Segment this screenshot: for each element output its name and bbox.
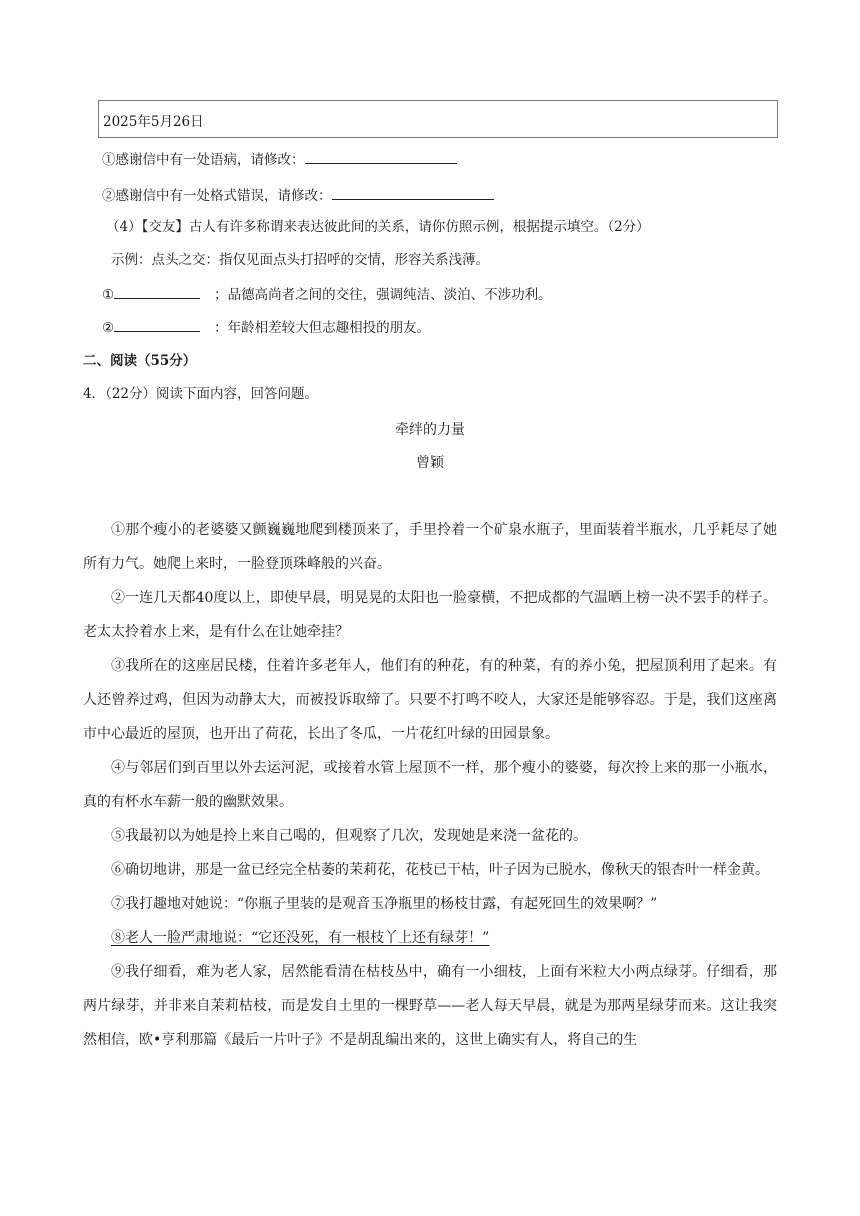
answer-blank[interactable] <box>332 185 494 200</box>
q4-item1-text: ；品德高尚者之间的交往，强调纯洁、淡泊、不涉功利。 <box>214 287 552 303</box>
q4-example: 示例：点头之交：指仅见面点头打招呼的交情，形容关系浅薄。 <box>111 252 489 268</box>
article-paragraph: ⑨我仔细看，难为老人家，居然能看清在枯枝丛中，确有一小细枝，上面有米粒大小两点绿芽。仔细看，那两片绿芽，并非来自茉莉枯枝，而是发自土里的一棵野草——老人每天早晨，就是为那两星绿芽而来。这让我突然相信，欧•亨利那篇《最后一片叶子》不是胡乱编出来的，这世上确实有人，将自己的生 <box>83 964 777 1048</box>
q4-item2-num: ② <box>102 320 115 336</box>
section-heading: 二、阅读（55分） <box>83 353 197 369</box>
article-body <box>83 513 777 1057</box>
q4-item2-text: ：年龄相差较大但志趣相投的朋友。 <box>214 320 431 336</box>
q3-sub1 <box>102 149 457 170</box>
article-paragraph-underlined <box>83 921 777 955</box>
article-author: 曾颖 <box>416 455 444 471</box>
answer-blank[interactable] <box>114 284 200 299</box>
q3-sub1-text: ①感谢信中有一处语病，请修改： <box>102 152 305 168</box>
q4-item1-num: ① <box>102 287 115 303</box>
article-paragraph: ⑦我打趣地对她说：“你瓶子里装的是观音玉净瓶里的杨枝甘露，有起死回生的效果啊？” <box>111 896 658 912</box>
answer-blank[interactable] <box>114 317 200 332</box>
article-paragraph: ⑥确切地讲，那是一盆已经完全枯萎的茉莉花，花枝已干枯，叶子因为已脱水，像秋天的银杏叶一样金黄。 <box>111 862 769 878</box>
letter-date-box <box>98 100 778 138</box>
article-paragraph: ②一连几天都40度以上，即使早晨，明晃晃的太阳也一脸豪横，不把成都的气温晒上榜一决不罢手的样子。老太太拎着水上来，是有什么在让她牵挂？ <box>83 590 777 640</box>
q4-prompt: （4）【交友】古人有许多称谓来表达彼此间的关系，请你仿照示例，根据提示填空。（2分） <box>106 219 650 235</box>
q4-item2 <box>102 317 430 338</box>
q3-sub2-text: ②感谢信中有一处格式错误，请修改： <box>102 188 332 204</box>
article-title: 牵绊的力量 <box>395 422 465 438</box>
article-paragraph: ①那个瘦小的老婆婆又颤巍巍地爬到楼顶来了，手里拎着一个矿泉水瓶子，里面装着半瓶水，几乎耗尽了她所有力气。她爬上来时，一脸登顶珠峰般的兴奋。 <box>83 522 777 572</box>
article-paragraph: ⑤我最初以为她是拎上来自己喝的，但观察了几次，发现她是来浇一盆花的。 <box>111 828 587 844</box>
article-paragraph: ④与邻居们到百里以外去运河泥，或接着水管上屋顶不一样，那个瘦小的婆婆，每次拎上来的那一小瓶水，真的有杯水车薪一般的幽默效果。 <box>83 760 777 810</box>
underlined-sentence: ⑧老人一脸严肃地说：“它还没死，有一根枝丫上还有绿芽！” <box>111 930 490 946</box>
letter-date: 2025年5月26日 <box>103 114 204 130</box>
q4-item1 <box>102 284 552 305</box>
question-4-intro: 4．（22分）阅读下面内容，回答问题。 <box>83 386 319 402</box>
answer-blank[interactable] <box>305 149 457 164</box>
q3-sub2 <box>102 185 494 206</box>
article-paragraph: ③我所在的这座居民楼，住着许多老年人，他们有的种花，有的种菜，有的养小兔，把屋顶利用了起来。有人还曾养过鸡，但因为动静太大，而被投诉取缔了。只要不打鸣不咬人，大家还是能够容忍。于是，我们这座离市中心最近的屋顶，也开出了荷花，长出了冬瓜，一片花红叶绿的田园景象。 <box>83 658 777 742</box>
